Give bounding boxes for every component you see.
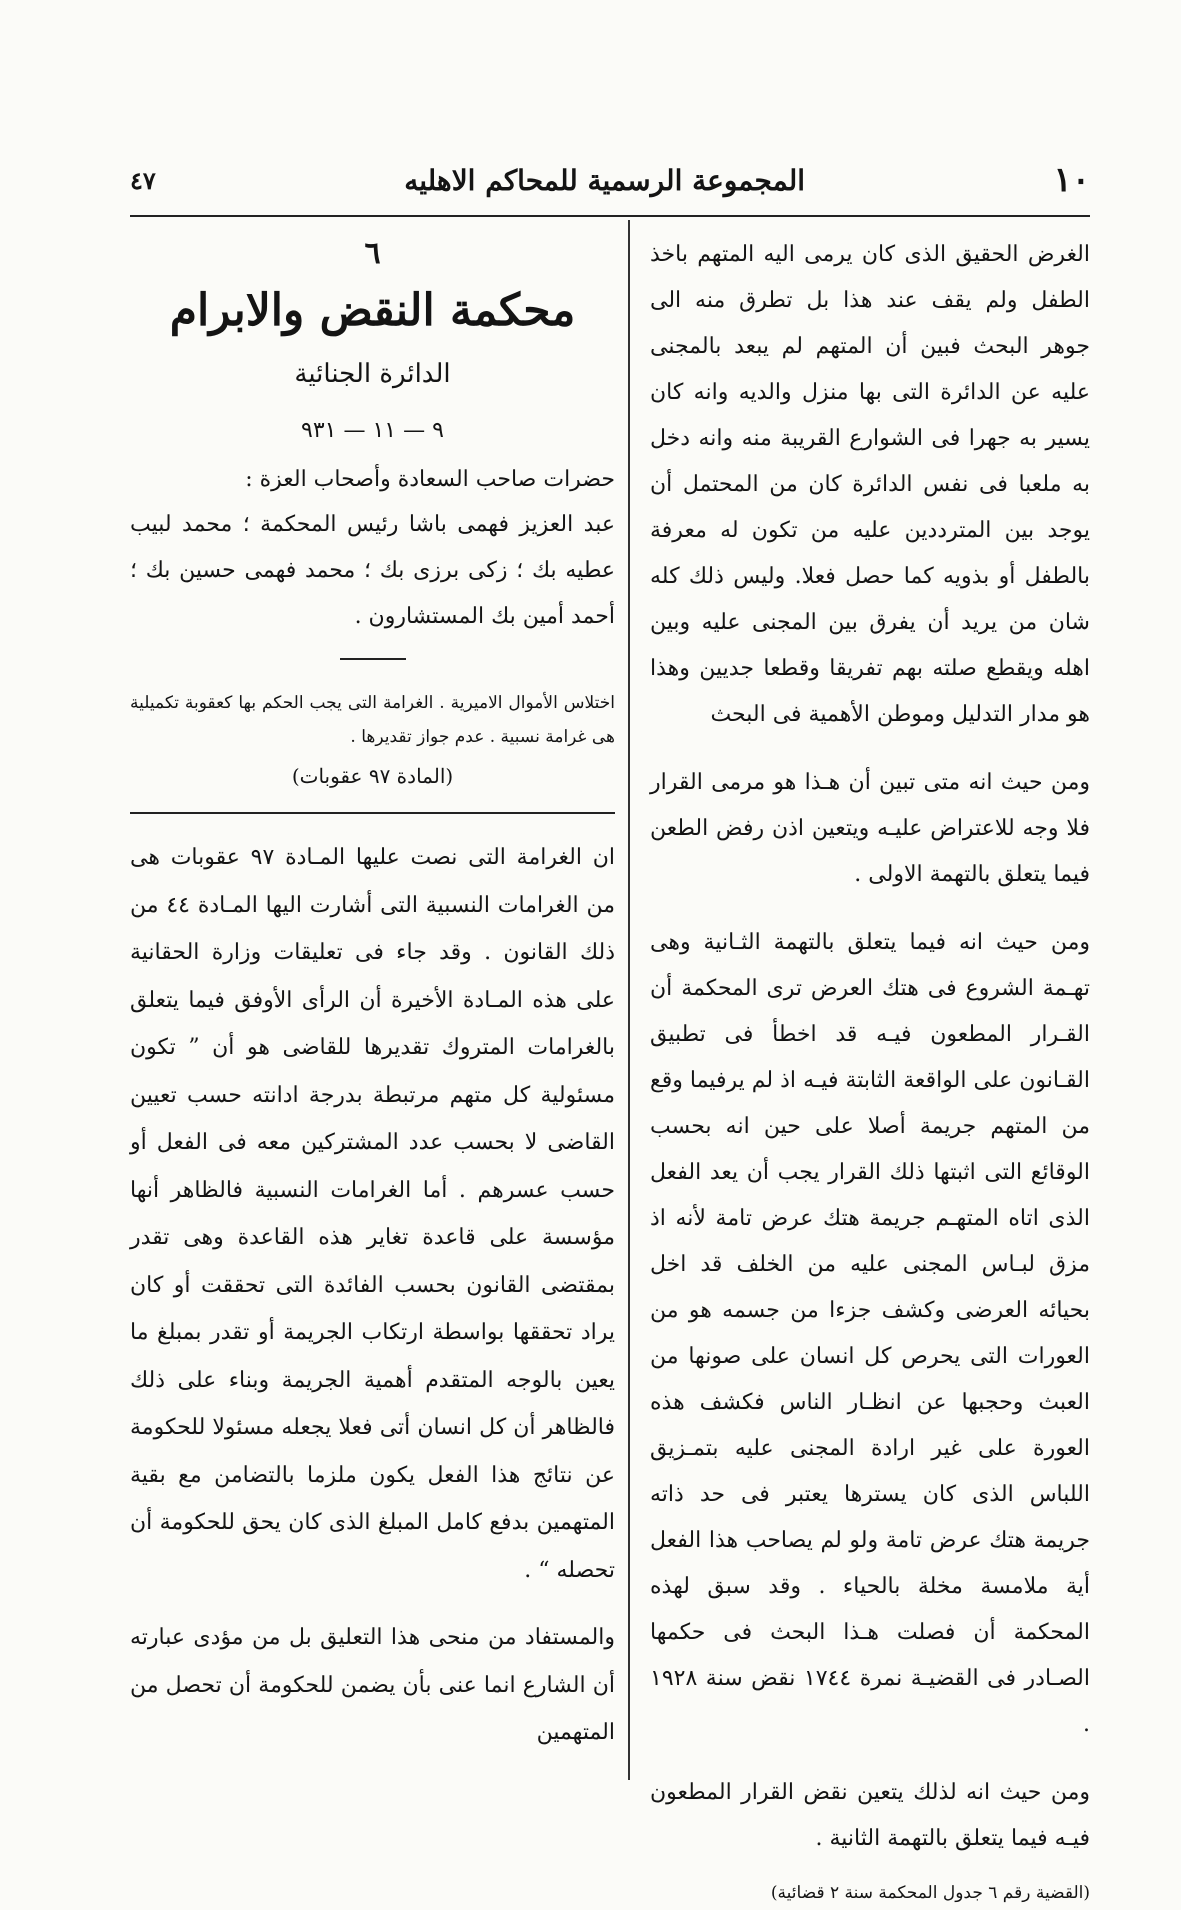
summary-rule bbox=[130, 812, 615, 814]
left-paragraph-2: والمستفاد من منحى هذا التعليق بل من مؤدى عبارته أن الشارع انما عنى بأن يضمن للحكومة أن تحصل من المتهمين bbox=[130, 1625, 615, 1745]
case-number: ٦ bbox=[364, 236, 381, 271]
page-number: ١٠ bbox=[1053, 160, 1090, 200]
right-paragraph-2: ومن حيث انه متى تبين أن هـذا هو مرمى القرار فلا وجه للاعتراض عليـه ويتعين اذن رفض الطعن فيما يتعلق بالتهمة الاولى . bbox=[650, 770, 1090, 887]
case-summary: اختلاس الأموال الاميرية . الغرامة التى يجب الحكم بها كعقوبة تكميلية هى غرامة نسبية . عدم جواز تقديرها . bbox=[130, 693, 615, 747]
judges-title: حضرات صاحب السعادة وأصحاب العزة : bbox=[245, 467, 615, 492]
circuit-name: الدائرة الجنائية bbox=[294, 359, 451, 389]
section-rule bbox=[340, 658, 406, 660]
article-reference: (المادة ٩٧ عقوبات) bbox=[291, 764, 454, 788]
left-column bbox=[130, 232, 615, 1757]
running-title: المجموعة الرسمية للمحاكم الاهليه bbox=[404, 163, 806, 197]
court-name: محكمة النقض والابرام bbox=[169, 285, 576, 336]
right-column bbox=[650, 232, 1090, 1910]
session-date: ٩ — ١١ — ٩٣١ bbox=[301, 418, 444, 443]
right-paragraph-4: ومن حيث انه لذلك يتعين نقض القرار المطعون فيـه فيما يتعلق بالتهمة الثانية . bbox=[650, 1780, 1090, 1851]
right-paragraph-1: الغرض الحقيق الذى كان يرمى اليه المتهم باخذ الطفل ولم يقف عند هذا بل تطرق منه الى جوهر البحث فبين أن المتهم لم يبعد بالمجنى عليه عن الدائرة التى بها منزل والديه وانه كان يسير به جهرا فى الشوارع القريبة منه وانه دخل به ملعبا فى نفس الدائرة كان من المحتمل أن يوجد بين المترددين عليه من تكون له معرفة بالطفل أو بذويه كما حصل فعلا. وليس ذلك كله شان من يريد أن يفرق بين المجنى عليه وبين اهله ويقطع صلته بهم تفريقا وقطعا جديين وهذا هو مدار التدليل وموطن الأهمية فى البحث bbox=[650, 242, 1090, 727]
case-reference: (القضية رقم ٦ جدول المحكمة سنة ٢ قضائية) bbox=[770, 1883, 1090, 1903]
page-header bbox=[130, 160, 1090, 200]
right-paragraph-3: ومن حيث انه فيما يتعلق بالتهمة الثـانية وهى تهـمة الشروع فى هتك العرض ترى المحكمة أن القـرار المطعون فيـه قد اخطأ فى تطبيق القـانون على الواقعة الثابتة فيـه اذ لم يرفيما وقع من المتهم جريمة أصلا على حين انه بحسب الوقائع التى اثبتها ذلك القرار يجب أن يعد الفعل الذى اتاه المتهـم جريمة هتك عرض تامة لأنه اذ مزق لبـاس المجنى عليه من الخلف قد اخل بحيائه العرضى وكشف جزءا من جسمه هو من العورات التى يحرص كل انسان على صونها من العبث وحجبها عن انظـار الناس فكشف هذه العورة على غير ارادة المجنى عليه بتمـزيق اللباس الذى كان يسترها يعتبر فى حد ذاته جريمة هتك عرض تامة ولو لم يصاحب هذا الفعل أية ملامسة مخلة بالحياء . وقد سبق لهذه المحكمة أن فصلت هـذا البحث فى حكمها الصـادر فى القضيـة نمرة ١٧٤٤ نقض سنة ١٩٢٨ . bbox=[650, 930, 1090, 1737]
judges-list: عبد العزيز فهمى باشا رئيس المحكمة ؛ محمد لبيب عطيه بك ؛ زكى برزى بك ؛ محمد فهمى حسين بك ؛ أحمد أمين بك المستشارون . bbox=[130, 512, 615, 629]
secondary-page-number: ٤٧ bbox=[130, 165, 156, 195]
left-paragraph-1: ان الغرامة التى نصت عليها المـادة ٩٧ عقوبات هى من الغرامات النسبية التى أشارت اليها المـادة ٤٤ من ذلك القانون . وقد جاء فى تعليقات وزارة الحقانية على هذه المـادة الأخيرة أن الرأى الأوفق فيما يتعلق بالغرامات المتروك تقديرها للقاضى هو أن ” تكون مسئولية كل متهم مرتبطة بدرجة ادانته حسب تعيين القاضى لا بحسب عدد المشتركين معه فى الفعل أو حسب عسرهم . أما الغرامات النسبية فالظاهر أنها مؤسسة على قاعدة تغاير هذه القاعدة وهى تقدر بمقتضى القانون بحسب الفائدة التى تحققت أو كان يراد تحققها بواسطة ارتكاب الجريمة أو تقدر بمبلغ ما يعين بالوجه المتقدم أهمية الجريمة وبناء على ذلك فالظاهر أن كل انسان أتى فعلا يجعله مسئولا للحكومة عن نتائج هذا الفعل يكون ملزما بالتضامن مع بقية المتهمين بدفع كامل المبلغ الذى كان يحق للحكومة أن تحصله “ . bbox=[130, 845, 615, 1583]
header-rule bbox=[130, 215, 1090, 217]
column-divider bbox=[628, 220, 630, 1780]
